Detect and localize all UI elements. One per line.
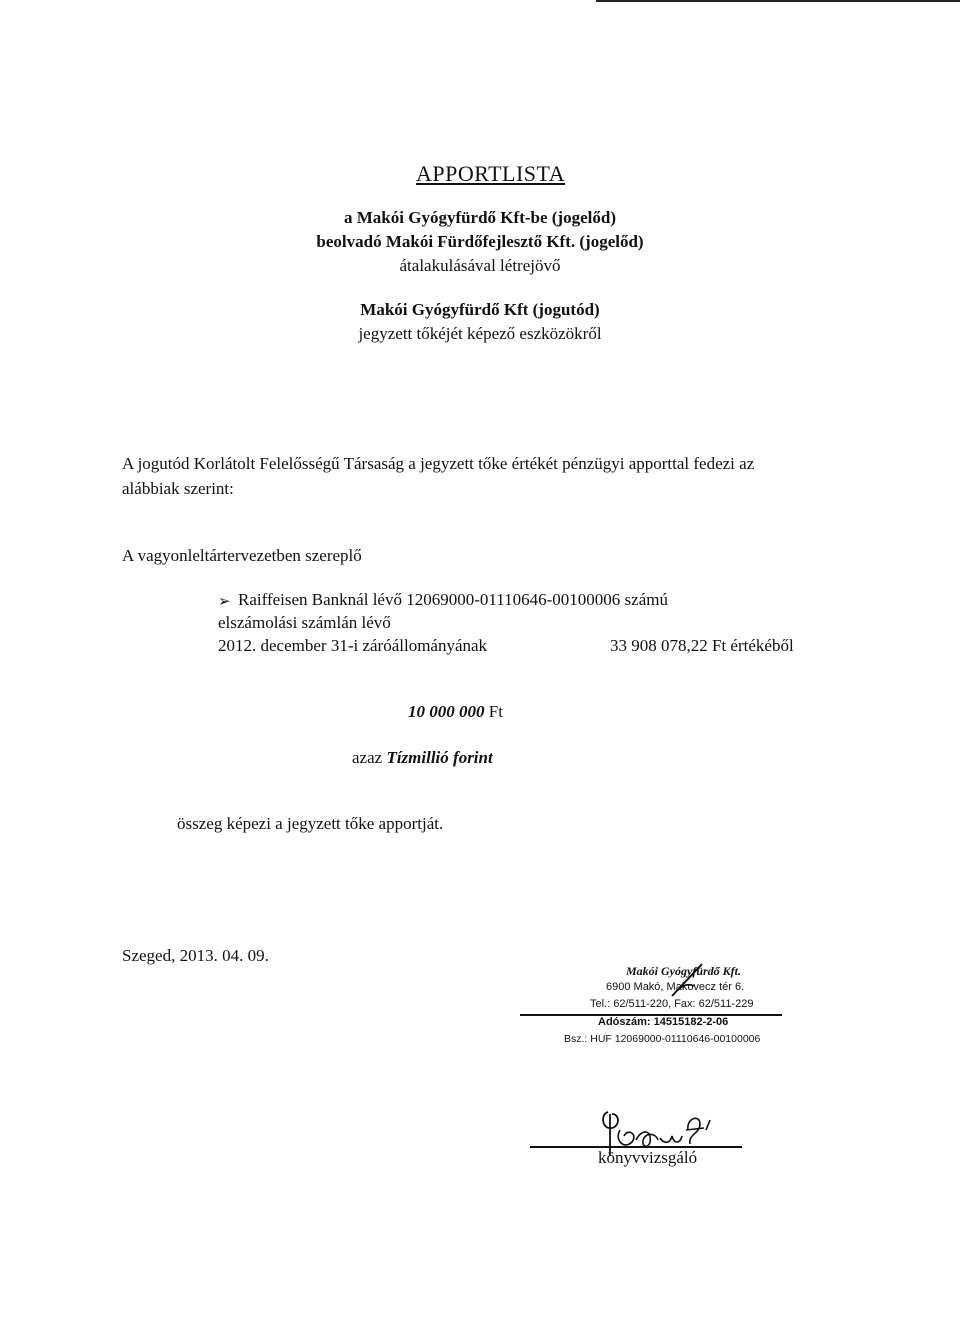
stamp-line-1: Makói Gyógyfürdő Kft.: [626, 964, 741, 978]
stamp-line-5: Bsz.: HUF 12069000-01110646-00100006: [564, 1033, 761, 1045]
auditor-role: könyvvizsgáló: [598, 1148, 698, 1167]
bullet-line-3-left: 2012. december 31-i záróállományának: [218, 636, 488, 655]
paragraph-1-line-1: A jogutód Korlátolt Felelősségű Társaság a jegyzett tőke értékét pénzügyi apporttal fedezi az: [122, 454, 755, 473]
amount-unit: Ft: [488, 702, 503, 721]
stamp-line-3: Tel.: 62/511-220, Fax: 62/511-229: [590, 998, 754, 1010]
header-line-5: jegyzett tőkéjét képező eszközökről: [358, 324, 602, 343]
header-line-2: beolvadó Makói Fürdőfejlesztő Kft. (jogelőd): [316, 232, 644, 251]
amount-words: Tízmillió forint: [386, 748, 493, 767]
header-line-3: átalakulásával létrejövő: [399, 256, 561, 275]
amount-in-words: [352, 748, 493, 768]
scan-edge-line: [596, 0, 960, 2]
closing-sentence: összeg képezi a jegyzett tőke apportját.: [177, 814, 444, 833]
document-title: APPORTLISTA: [416, 161, 566, 186]
bullet-arrow-icon: ➢: [218, 594, 231, 610]
stamp-line-4: Adószám: 14515182-2-06: [598, 1016, 729, 1028]
paragraph-1-line-2: alábbiak szerint:: [122, 479, 234, 498]
stamp-line-2: 6900 Makó, Makovecz tér 6.: [606, 981, 745, 993]
paragraph-2: A vagyonleltártervezetben szereplő: [122, 546, 362, 565]
bullet-line-1: Raiffeisen Banknál lévő 12069000-01110646-00100006 számú: [238, 590, 668, 609]
place-date: Szeged, 2013. 04. 09.: [122, 946, 269, 965]
bullet-line-3-right: 33 908 078,22 Ft értékéből: [610, 636, 794, 655]
stamp-pen-stroke: [660, 960, 710, 1000]
amount: [408, 702, 503, 722]
header-line-4: Makói Gyógyfürdő Kft (jogutód): [360, 300, 600, 319]
amount-value: 10 000 000: [408, 702, 485, 721]
bullet-line-2: elszámolási számlán lévő: [218, 613, 391, 632]
amount-words-prefix: azaz: [352, 748, 383, 767]
header-line-1: a Makói Gyógyfürdő Kft-be (jogelőd): [344, 208, 616, 227]
